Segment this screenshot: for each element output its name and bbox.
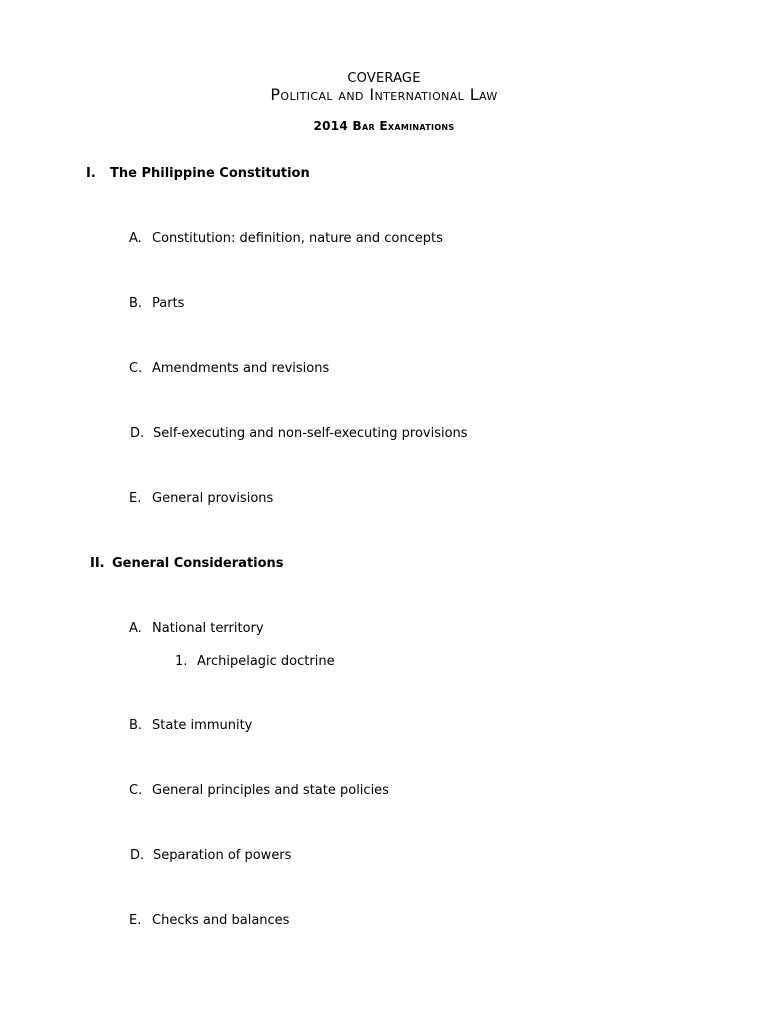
section-heading: [90, 557, 284, 570]
item-text: Checks and balances: [152, 913, 290, 928]
list-item: [130, 849, 291, 862]
list-item: [130, 427, 468, 440]
list-item: [129, 719, 252, 732]
item-text: Self-executing and non-self-executing provisions: [153, 426, 468, 441]
item-letter: B.: [129, 718, 143, 733]
subitem-text: Archipelagic doctrine: [197, 654, 335, 669]
list-item: [129, 784, 389, 797]
item-letter: E.: [129, 491, 142, 506]
list-item: [129, 622, 264, 635]
list-item: [129, 362, 329, 375]
list-item: [129, 914, 289, 927]
section-title: General Considerations: [112, 556, 284, 571]
item-letter: A.: [129, 231, 142, 246]
section-number: I.: [86, 166, 96, 181]
coverage-label: COVERAGE: [347, 71, 421, 86]
subitem-number: 1.: [175, 654, 188, 669]
list-item: [129, 297, 184, 310]
list-item: [129, 232, 443, 245]
item-text: General provisions: [152, 491, 274, 506]
item-letter: D.: [130, 848, 145, 863]
item-text: National territory: [152, 621, 264, 636]
item-text: General principles and state policies: [152, 783, 389, 798]
item-text: Constitution: definition, nature and concepts: [152, 231, 443, 246]
exam-subtitle: 2014 Bar Examinations: [313, 119, 455, 133]
list-item: [129, 492, 273, 505]
item-text: Parts: [152, 296, 185, 311]
item-letter: E.: [129, 913, 142, 928]
item-letter: C.: [129, 361, 143, 376]
item-text: Separation of powers: [153, 848, 292, 863]
document-title: Political and International Law: [270, 85, 498, 104]
item-letter: D.: [130, 426, 145, 441]
item-letter: C.: [129, 783, 143, 798]
section-number: II.: [90, 556, 105, 571]
section-title: The Philippine Constitution: [110, 166, 310, 181]
item-text: Amendments and revisions: [152, 361, 330, 376]
item-text: State immunity: [152, 718, 253, 733]
item-letter: B.: [129, 296, 143, 311]
section-heading: [86, 167, 310, 180]
item-letter: A.: [129, 621, 142, 636]
sub-list-item: [175, 655, 335, 668]
